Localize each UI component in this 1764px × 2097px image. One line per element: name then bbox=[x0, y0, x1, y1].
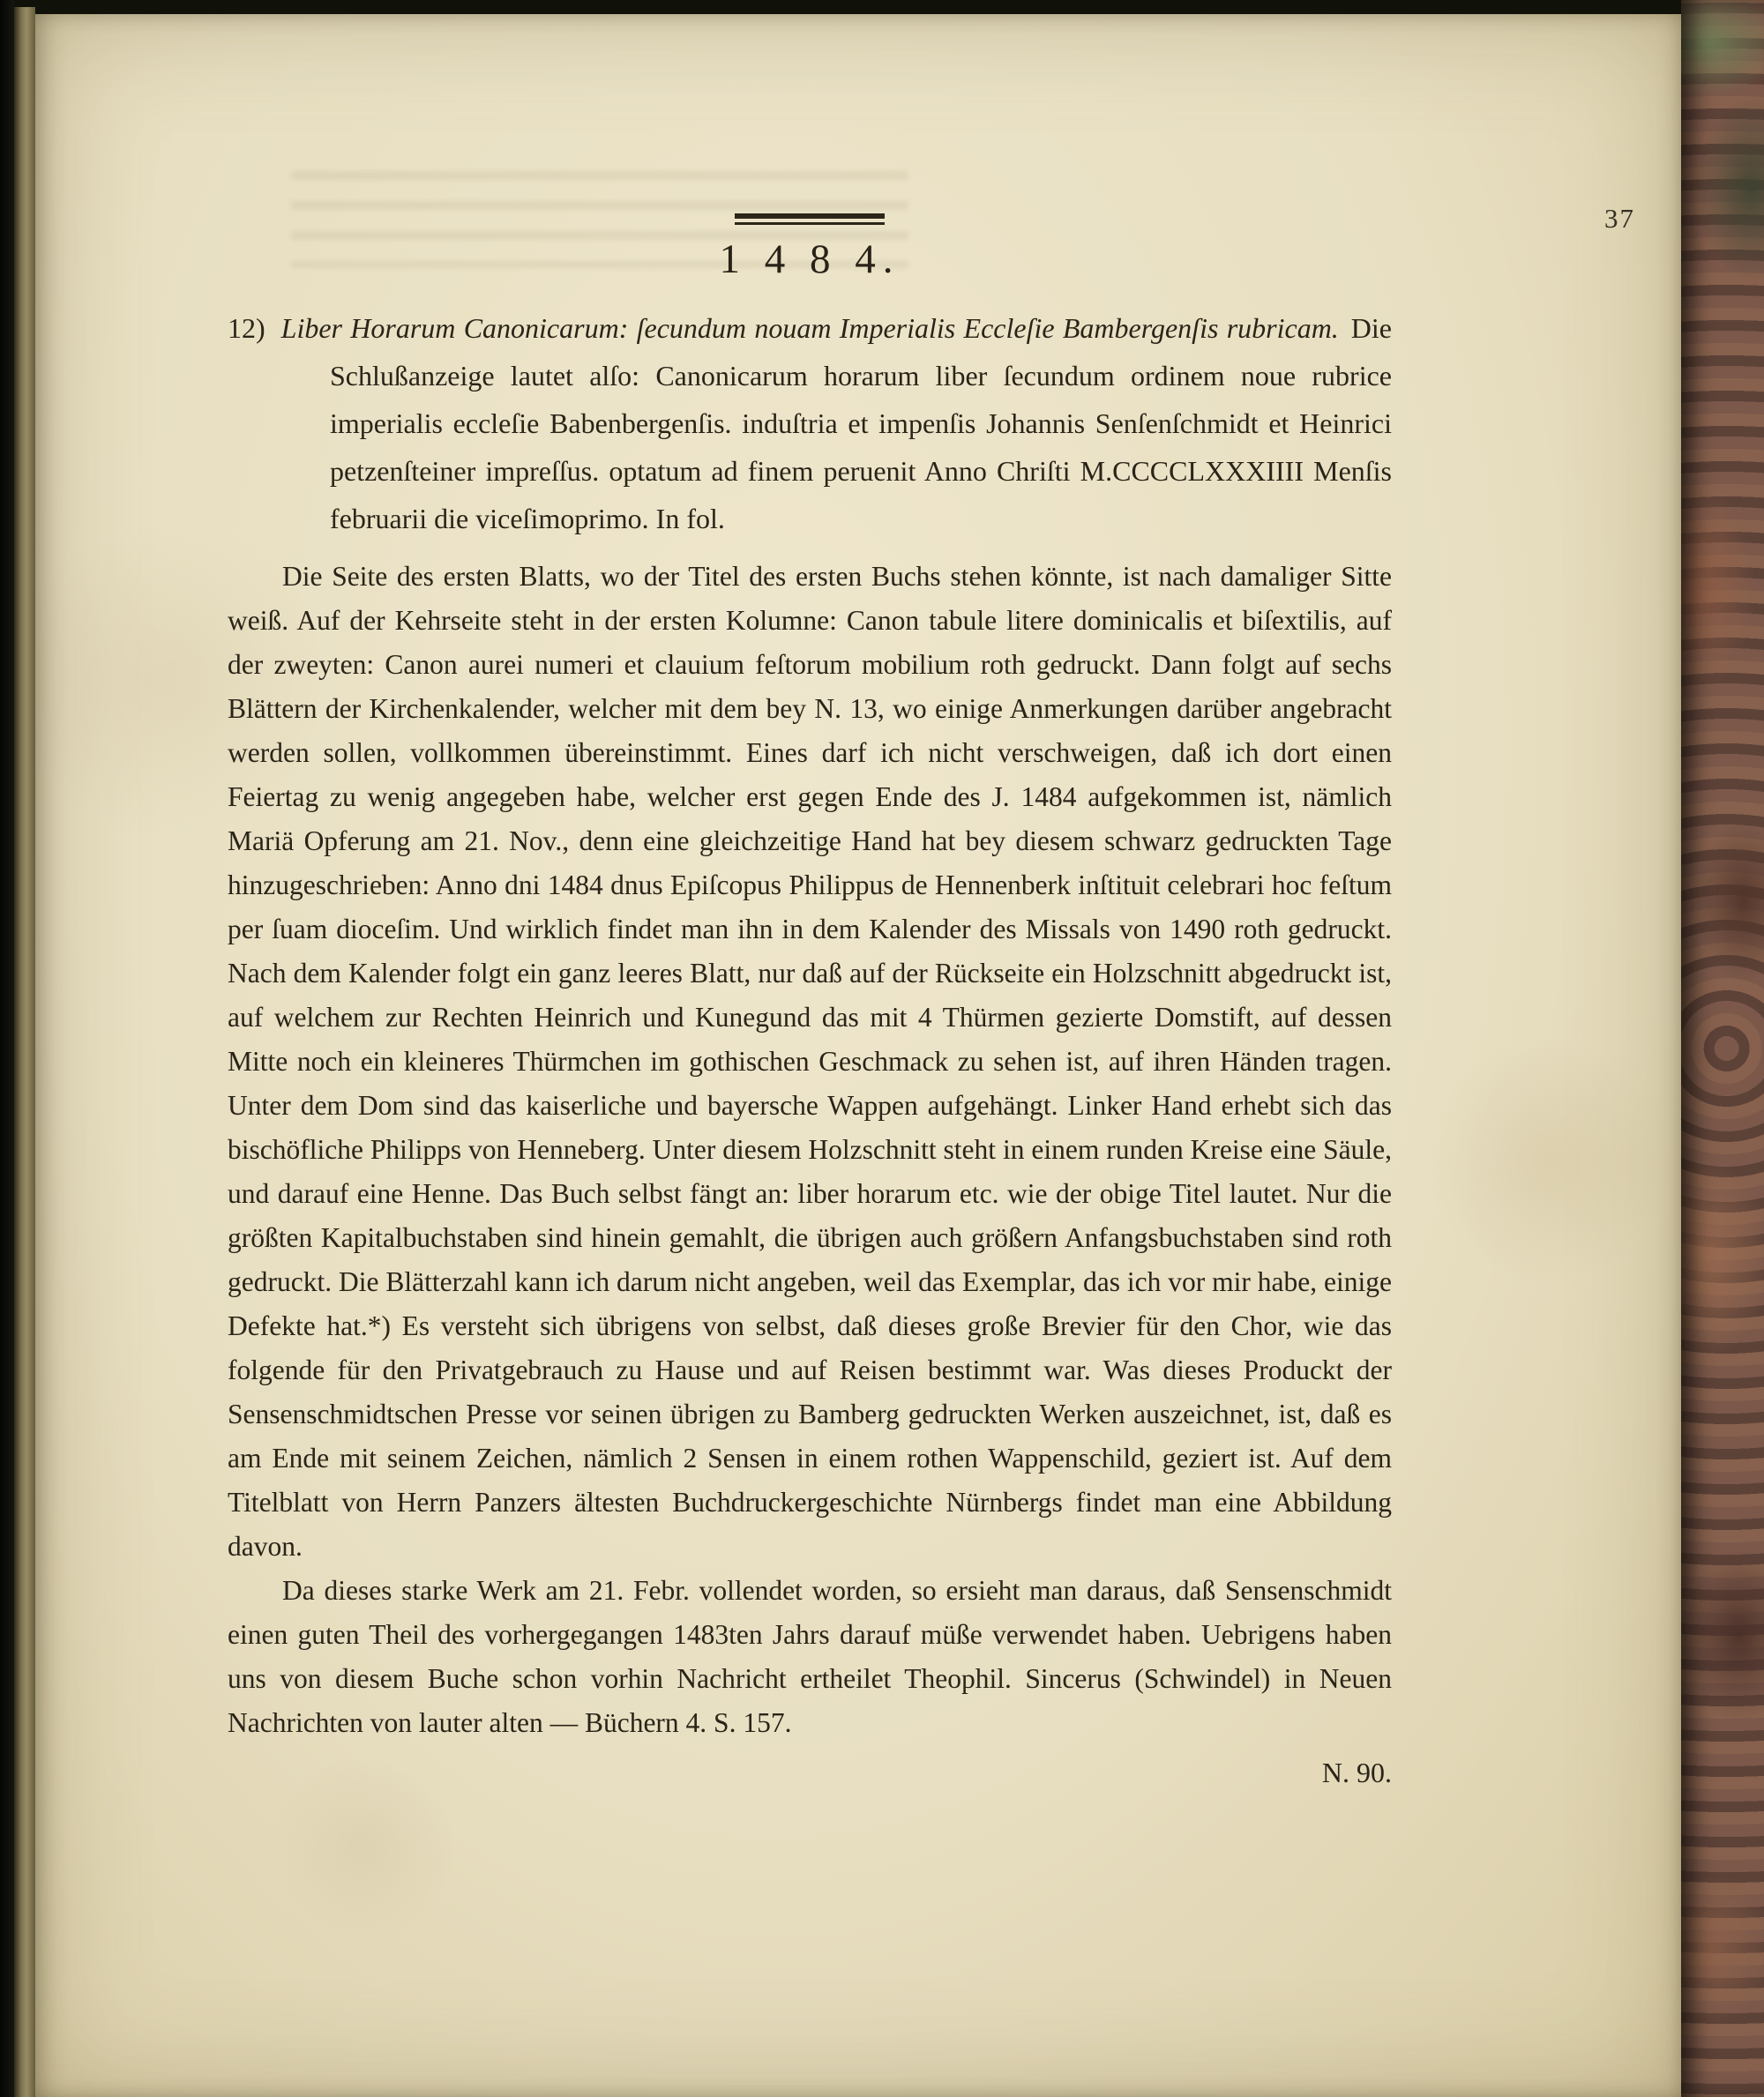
divider-rule-thick bbox=[735, 213, 885, 219]
book-page bbox=[35, 14, 1681, 2097]
entry-reference-number: N. 90. bbox=[1321, 1757, 1392, 1788]
entry-title: Liber Horarum Canonicarum: ſecundum nouam Imperialis Eccleſie Bambergenſis rubricam. bbox=[280, 312, 1339, 344]
divider-rule bbox=[735, 213, 885, 225]
body-paragraph-1: Die Seite des ersten Blatts, wo der Titel des ersten Buchs stehen könnte, ist nach damaliger Sitte weiß. Auf der Kehrseite steht in der ersten Kolumne: Canon tabule litere dominicalis et biſextilis, auf der zweyten: Canon aurei numeri et clauium feſtorum mobilium roth gedruckt. Dann folgt auf sechs Blättern der Kirchenkalender, welcher mit dem bey N. 13, wo einige Anmerkungen darüber angebracht werden sollen, vollkommen übereinstimmt. Eines darf ich nicht verschweigen, daß ich dort einen Feiertag zu wenig angegeben habe, welcher erst gegen Ende des J. 1484 aufgekommen ist, nämlich Mariä Opferung am 21. Nov., denn eine gleichzeitige Hand hat bey diesem schwarz gedruckten Tage hinzugeschrieben: Anno dni 1484 dnus Epiſcopus Philippus de Hennenberk inſtituit celebrari hoc feſtum per ſuam dioceſim. Und wirklich findet man ihn in dem Kalender des Missals von 1490 roth gedruckt. Nach dem Kalender folgt ein ganz leeres Blatt, nur daß auf der Rückseite ein Holzschnitt abgedruckt ist, auf welchem zur Rechten Heinrich und Kunegund das mit 4 Thürmen gezierte Domstift, auf dessen Mitte noch ein kleineres Thürmchen im gothischen Geschmack zu sehen ist, auf ihren Händen tragen. Unter dem Dom sind das kaiserliche und bayersche Wappen aufgehängt. Linker Hand erhebt sich das bischöfliche Philipps von Henneberg. Unter diesem Holzschnitt steht in einem runden Kreise eine Säule, und darauf eine Henne. Das Buch selbst fängt an: liber horarum etc. wie der obige Titel lautet. Nur die größten Kapitalbuchstaben sind hinein gemahlt, die übrigen auch größern Anfangsbuchstaben sind roth gedruckt. Die Blätterzahl kann ich darum nicht angeben, weil das Exemplar, das ich vor mir habe, einige Defekte hat.*) Es versteht sich übrigens von selbst, daß dieses große Brevier für den Chor, wie das folgende für den Privatgebrauch zu Hause und auf Reisen bestimmt war. Was dieses Produckt der Sensenschmidtschen Presse vor seinen übrigen zu Bamberg gedruckten Werken auszeichnet, ist, daß es am Ende mit seinem Zeichen, nämlich 2 Sensen in einem rothen Wappenschild, geziert ist. Auf dem Titelblatt von Herrn Panzers ältesten Buchdruckergeschichte Nürnbergs findet man eine Abbildung davon. bbox=[228, 561, 1392, 1562]
year-heading: 1 4 8 4. bbox=[719, 236, 901, 282]
page-block-edge bbox=[14, 7, 35, 2097]
book-binding-edge bbox=[0, 0, 14, 2097]
page-number: 37 bbox=[1604, 203, 1635, 234]
body-paragraph-2: Da dieses starke Werk am 21. Febr. vollendet worden, so ersieht man daraus, daß Sensenschmidt einen guten Theil des vorhergegangen 1483ten Jahrs darauf müße verwendet haben. Uebrigens haben uns von diesem Buche schon vorhin Nachricht ertheilet Theophil. Sincerus (Schwindel) in Neuen Nachrichten von lauter alten — Büchern 4. S. 157. bbox=[228, 1575, 1392, 1738]
page-content bbox=[228, 213, 1392, 1795]
entry-number: 12) bbox=[228, 312, 265, 344]
divider-rule-thin bbox=[735, 222, 885, 225]
marbled-fore-edge bbox=[1681, 0, 1764, 2097]
entry-body-text: Die Schlußanzeige lautet alſo: Canonicarum horarum liber ſecundum ordinem noue rubrice imperialis eccleſie Babenbergenſis. induſtria et impenſis Johannis Senſenſchmidt et Heinrici petzenſteiner impreſſus. optatum ad finem peruenit Anno Chriſti M.CCCCLXXXIIII Menſis februarii die viceſimoprimo. In fol. bbox=[330, 312, 1392, 534]
entry-paragraph bbox=[228, 304, 1392, 542]
